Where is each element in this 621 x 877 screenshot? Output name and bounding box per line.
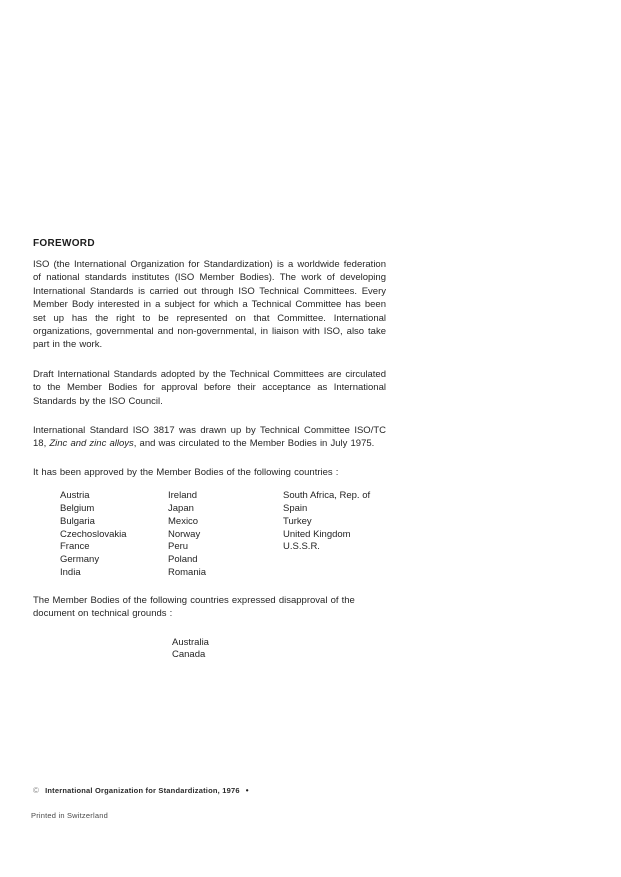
disapproving-countries-list [172, 637, 386, 663]
standard-title-italic: Zinc and zinc alloys [49, 438, 134, 450]
country-item: Belgium [60, 503, 95, 515]
country-item: Germany [60, 554, 100, 566]
disapproval-intro: The Member Bodies of the following countries expressed disapproval of the document on technical grounds : [33, 594, 355, 620]
country-column-3 [283, 490, 386, 580]
standard-origin-before: International Standard ISO 3817 was drawn up by Technical Committee ISO/TC 18, [33, 425, 386, 450]
approved-countries-list [60, 490, 386, 580]
country-item: Bulgaria [60, 515, 95, 527]
foreword-content [33, 238, 386, 662]
paragraph-iso-federation: ISO (the International Organization for Standardization) is a worldwide federation of national standards institutes (ISO Member Bodies). The work of developing International Standards is carried out through ISO Technical Committees. Every Member Body interested in a subject for which a Technical Committee has been set up has the right to be represented on that Committee. International organizations, governmental and non-governmental, in liaison with ISO, also take part in the work. [33, 259, 386, 351]
paragraph-draft-standards: Draft International Standards adopted by the Technical Committees are circulated to the Member Bodies for approval before their acceptance as International Standards by the ISO Council. [33, 368, 386, 407]
country-item: Mexico [168, 515, 199, 527]
country-item: Japan [168, 503, 194, 515]
copyright-text: International Organization for Standardization, 1976 [45, 786, 240, 795]
paragraph-standard-origin [33, 424, 386, 451]
country-item: Spain [283, 503, 308, 515]
country-item: Romania [168, 567, 207, 579]
approval-intro: It has been approved by the Member Bodies of the following countries : [33, 466, 339, 478]
foreword-heading: FOREWORD [33, 238, 95, 249]
country-item: Turkey [283, 515, 312, 527]
printed-in-line: Printed in Switzerland [31, 811, 108, 820]
bullet-icon: • [245, 786, 249, 795]
country-item: Ireland [168, 490, 198, 502]
country-item: Poland [168, 554, 198, 566]
country-item: U.S.S.R. [283, 541, 320, 553]
standard-origin-after: , and was circulated to the Member Bodies in July 1975. [133, 438, 375, 450]
country-item: Peru [168, 541, 189, 553]
country-item: Canada [172, 649, 206, 661]
country-item: South Africa, Rep. of [283, 490, 371, 502]
country-item: Czechoslovakia [60, 528, 127, 540]
country-item: Australia [172, 636, 209, 648]
country-item: India [60, 567, 81, 579]
country-column-1 [60, 490, 168, 580]
country-item: France [60, 541, 90, 553]
country-column-2 [168, 490, 283, 580]
country-item: Norway [168, 528, 201, 540]
country-item: United Kingdom [283, 528, 351, 540]
copyright-line [33, 786, 249, 795]
country-item: Austria [60, 490, 90, 502]
copyright-icon: © [33, 786, 40, 795]
